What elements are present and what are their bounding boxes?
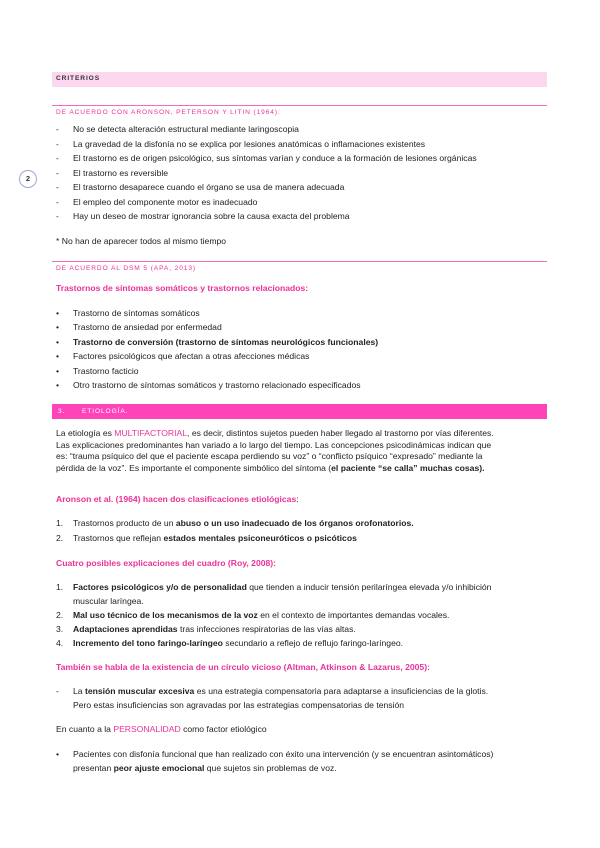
bullet-marker: • [56, 380, 60, 390]
roy-heading: Cuatro posibles explicaciones del cuadro (Roy, 2008): [56, 558, 277, 568]
criterios-band [52, 72, 547, 87]
section-title: ETIOLOGÍA. [82, 408, 129, 415]
aronson-class-heading: Aronson et al. (1964) hacen dos clasificaciones etiológicas [56, 494, 297, 504]
dsm-subtitle: Trastornos de síntomas somáticos y trastornos relacionados: [56, 283, 309, 293]
criterios-header: CRITERIOS [56, 75, 101, 82]
bullet-marker: • [56, 366, 60, 376]
circulo-heading: También se habla de la existencia de un círculo vicioso (Altman, Atkinson & Lazarus, 2005): [56, 662, 430, 672]
aronson-heading: DE ACUERDO CON ARONSON, PETERSON Y LITIN (1964): [56, 109, 281, 116]
list-marker: - [56, 182, 59, 192]
dsm-rule [52, 261, 547, 262]
section-number: 3. [58, 408, 66, 415]
list-marker: - [56, 153, 59, 163]
aronson-rule [52, 105, 547, 106]
bullet-marker: • [56, 749, 60, 759]
page-number-badge: 2 [19, 170, 37, 188]
aronson-note: * No han de aparecer todos al mismo tiempo [56, 236, 227, 246]
personalidad-highlight: PERSONALIDAD [113, 724, 181, 734]
list-marker: - [56, 168, 59, 178]
aronson-class-heading-line: Aronson et al. (1964) hacen dos clasificaciones etiológicas: [56, 494, 299, 504]
personalidad-line: En cuanto a la PERSONALIDAD como factor etiológico [56, 724, 267, 734]
list-marker: - [56, 124, 59, 134]
section-band-etiologia [52, 404, 547, 419]
bullet-marker: • [56, 351, 60, 361]
list-marker: - [56, 197, 59, 207]
etiologia-paragraph: La etiología es MULTIFACTORIAL, es decir, distintos sujetos pueden haber llegado al trastorno por vías diferentes. Las explicaciones predominantes han variado a lo largo del tiempo. Las concepciones psicodinámicas indican que es: “trauma psíquico del que el paciente escapa perdiendo su voz” o “conflicto psíquico “expresado” mediante la pérdida de la voz”. Es importante el componente simbólico del síntoma (el paciente “se calla” muchas cosas). [56, 428, 494, 473]
dsm-heading: DE ACUERDO AL DSM 5 (APA, 2013) [56, 265, 197, 272]
list-marker: - [56, 211, 59, 221]
multifactorial-highlight: MULTIFACTORIAL [114, 428, 188, 438]
bullet-marker: • [56, 308, 60, 318]
list-marker: - [56, 139, 59, 149]
bullet-marker: • [56, 337, 60, 347]
bullet-marker: • [56, 322, 60, 332]
